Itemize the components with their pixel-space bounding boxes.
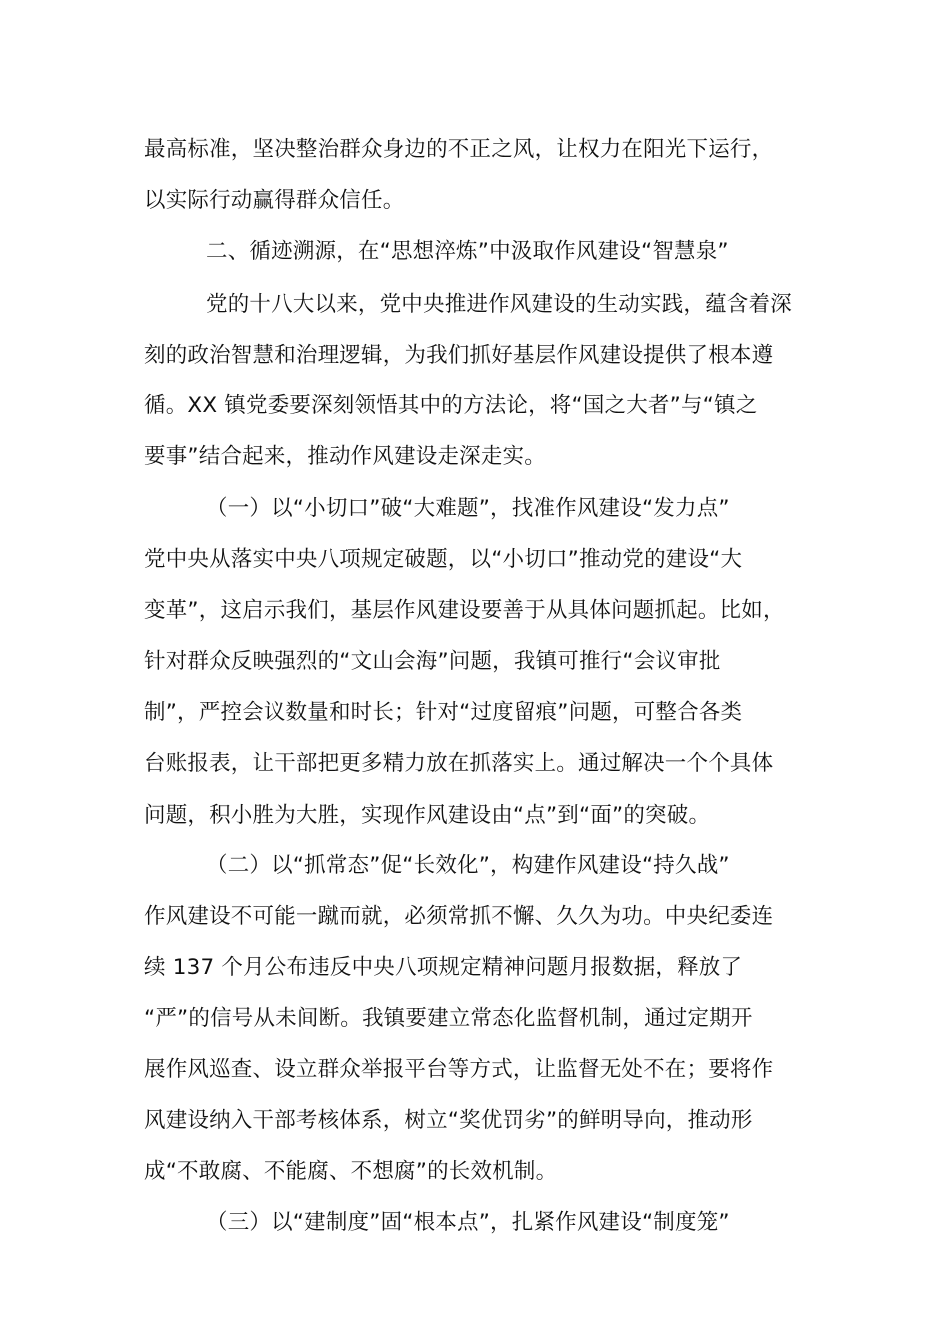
text-line: 刻的政治智慧和治理逻辑，为我们抓好基层作风建设提供了根本遵 — [144, 343, 774, 368]
text-line: 问题，积小胜为大胜，实现作风建设由“点”到“面”的突破。 — [144, 803, 711, 828]
section-heading: 二、循迹溯源，在“思想淬炼”中汲取作风建设“智慧泉” — [206, 239, 729, 264]
text-line: 变革”，这启示我们，基层作风建设要善于从具体问题抓起。比如， — [144, 598, 785, 623]
text-line: 党的十八大以来，党中央推进作风建设的生动实践，蕴含着深 — [206, 292, 792, 317]
subsection-heading: （二）以“抓常态”促“长效化”，构建作风建设“持久战” — [206, 853, 730, 878]
text-line: 要事”结合起来，推动作风建设走深走实。 — [144, 444, 546, 469]
text-line: 最高标准，坚决整治群众身边的不正之风，让权力在阳光下运行， — [144, 137, 774, 162]
text-line: 成“不敢腐、不能腐、不想腐”的长效机制。 — [144, 1159, 558, 1184]
subsection-heading: （三）以“建制度”固“根本点”，扎紧作风建设“制度笼” — [206, 1210, 730, 1235]
text-line: 风建设纳入干部考核体系，树立“奖优罚劣”的鲜明导向，推动形 — [144, 1108, 753, 1133]
text-line: 作风建设不可能一蹴而就，必须常抓不懈、久久为功。中央纪委连 — [144, 904, 774, 929]
text-line: “严”的信号从未间断。我镇要建立常态化监督机制，通过定期开 — [144, 1006, 753, 1031]
text-line: 续 137 个月公布违反中央八项规定精神问题月报数据，释放了 — [144, 955, 743, 980]
subsection-heading: （一）以“小切口”破“大难题”，找准作风建设“发力点” — [206, 496, 730, 521]
text-line: 党中央从落实中央八项规定破题，以“小切口”推动党的建设“大 — [144, 547, 743, 572]
text-line: 制”，严控会议数量和时长；针对“过度留痕”问题，可整合各类 — [144, 700, 743, 725]
text-line: 循。XX 镇党委要深刻领悟其中的方法论，将“国之大者”与“镇之 — [144, 393, 758, 418]
text-line: 针对群众反映强烈的“文山会海”问题，我镇可推行“会议审批 — [144, 649, 721, 674]
text-line: 以实际行动赢得群众信任。 — [144, 188, 405, 213]
text-line: 展作风巡查、设立群众举报平台等方式，让监督无处不在；要将作 — [144, 1057, 774, 1082]
text-line: 台账报表，让干部把更多精力放在抓落实上。通过解决一个个具体 — [144, 751, 774, 776]
